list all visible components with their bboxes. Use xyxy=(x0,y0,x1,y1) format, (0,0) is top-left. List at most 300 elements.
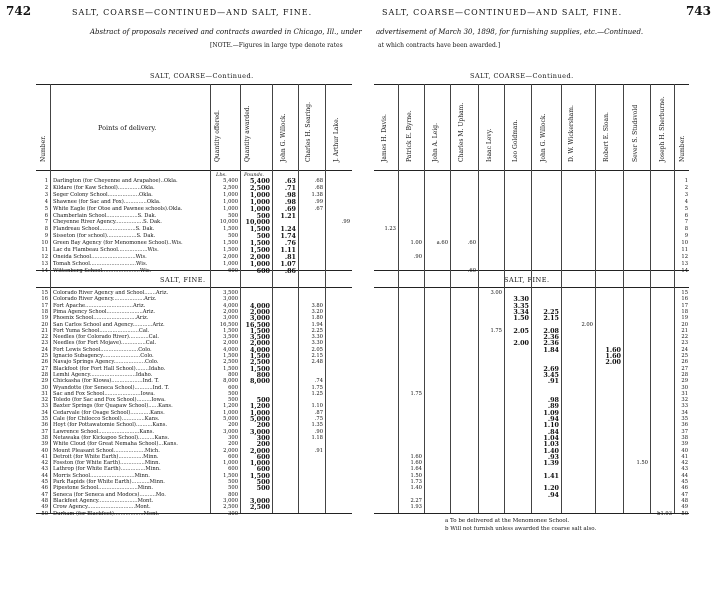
cell-awarded: 5,400 xyxy=(249,178,270,185)
cell-point: Detroit (for White Earth)...............Minn. xyxy=(53,453,159,460)
left-section-fine: SALT, FINE. xyxy=(160,276,206,284)
cell-number-right: 4 xyxy=(684,198,688,205)
cell-offered: 800 xyxy=(228,491,238,498)
cell-awarded: 4,000 xyxy=(249,302,270,310)
cell-byrne: .90 xyxy=(413,253,422,260)
cell-no: 24 xyxy=(41,346,48,353)
cell-no: 26 xyxy=(41,359,48,366)
cell-willock: 1.74 xyxy=(280,233,296,241)
cell-awarded: 5,000 xyxy=(249,416,270,423)
cell-offered: 3,000 xyxy=(223,315,238,322)
cell-point: Hoyt (for Pottawatomie School)..........Kans. xyxy=(53,422,168,429)
cell-goldman: 2.05 xyxy=(513,326,529,335)
cell-point: Tomah School............................Wis. xyxy=(53,260,148,267)
cell-willock_r: 1.09 xyxy=(543,408,559,417)
cell-offered: 600 xyxy=(228,466,238,473)
cell-no: 49 xyxy=(41,504,48,511)
cell-awarded: 600 xyxy=(256,453,270,461)
cell-no: 5 xyxy=(44,205,48,212)
cell-awarded: 800 xyxy=(256,371,270,379)
cell-offered: 300 xyxy=(228,434,238,441)
cell-willock: 1.21 xyxy=(280,212,296,220)
cell-point: Seneca (for Seneca and Modocs)..........Mo. xyxy=(53,491,166,498)
cell-offered: 3,500 xyxy=(223,290,238,296)
cell-searing: .74 xyxy=(314,378,323,385)
cell-number-right: 21 xyxy=(681,327,688,334)
cell-byrne: 1.60 xyxy=(410,453,422,460)
cell-willock: .69 xyxy=(284,205,296,213)
cell-willock_r: 2.36 xyxy=(543,339,559,348)
cell-no: 36 xyxy=(41,422,48,429)
cell-number-right: 31 xyxy=(681,390,688,397)
cell-point: Ignacio Subagency.......................Colo. xyxy=(53,353,154,359)
cell-awarded: 1,000 xyxy=(249,198,270,206)
cell-offered: 800 xyxy=(228,371,238,378)
cell-point: Blackfeet Agency........................Mont. xyxy=(53,497,154,504)
left-col-lake-header: J. Arthur Lake. xyxy=(333,117,340,162)
cell-searing: .68 xyxy=(314,184,323,191)
cell-willock: .76 xyxy=(284,240,296,248)
cell-willock_r: 3.45 xyxy=(543,370,559,379)
cell-searing: 1.18 xyxy=(311,434,323,441)
cell-no: 38 xyxy=(41,434,48,441)
cell-awarded: 3,000 xyxy=(249,428,270,436)
cell-no: 6 xyxy=(44,212,48,219)
cell-point: Oneida School...........................Wis. xyxy=(53,253,147,260)
cell-no: 10 xyxy=(41,240,48,247)
right-section-fine: SALT, FINE. xyxy=(504,276,550,284)
cell-number-right: 32 xyxy=(681,397,688,404)
cell-willock_r: 1.20 xyxy=(543,484,559,493)
cell-awarded: 1,500 xyxy=(249,327,270,335)
left-col-number-header: Number. xyxy=(40,135,47,162)
cell-willock_r: 2.15 xyxy=(543,314,559,323)
cell-offered: 2,000 xyxy=(223,447,238,454)
cell-offered: 8,000 xyxy=(223,378,238,385)
cell-number-right: 25 xyxy=(681,353,688,359)
cell-no: 35 xyxy=(41,416,48,422)
cell-offered: 1,500 xyxy=(223,353,238,359)
cell-awarded: 1,500 xyxy=(249,472,270,480)
cell-willock: .71 xyxy=(284,184,296,192)
cell-no: 3 xyxy=(44,191,48,198)
cell-searing: 3.80 xyxy=(311,302,323,309)
cell-willock: .86 xyxy=(284,267,296,275)
cell-number-right: 12 xyxy=(681,253,688,260)
cell-searing: .67 xyxy=(314,205,323,212)
cell-number-right: 6 xyxy=(684,212,688,219)
cell-number-right: 14 xyxy=(681,267,688,274)
cell-awarded: 3,500 xyxy=(249,334,270,342)
right-page-number: 743 xyxy=(685,4,711,18)
cell-offered: 600 xyxy=(228,384,238,391)
cell-point: Pima Agency School......................Ariz. xyxy=(53,308,156,315)
cell-offered: 300 xyxy=(228,510,238,517)
cell-point: Netawaka (for Kickapoo School)..........Kans. xyxy=(53,434,170,441)
cell-no: 14 xyxy=(41,267,48,274)
cell-awarded: 1,500 xyxy=(249,365,270,373)
cell-offered: 10,000 xyxy=(219,219,238,226)
cell-point: Lathrop (for White Earth)...............Minn. xyxy=(53,466,161,473)
cell-awarded: 500 xyxy=(256,479,270,486)
cell-lake: .99 xyxy=(341,219,350,226)
cell-number-right: 20 xyxy=(681,321,688,328)
cell-awarded: 8,000 xyxy=(249,378,270,386)
cell-byrne: 1.75 xyxy=(410,390,422,397)
cell-stud: 1.50 xyxy=(636,460,648,467)
cell-no: 2 xyxy=(44,184,48,191)
cell-willock_r: .84 xyxy=(547,427,559,436)
cell-no: 19 xyxy=(41,315,48,322)
cell-willock_r: 2.08 xyxy=(543,326,559,335)
cell-byrne: 1.40 xyxy=(410,485,422,492)
cell-number-right: 46 xyxy=(681,485,688,492)
cell-offered: 500 xyxy=(228,479,238,485)
cell-awarded: 1,500 xyxy=(249,247,270,254)
cell-point: Chamberlain School...................S. Dak. xyxy=(53,212,157,219)
cell-point: Cheyenne River Agency.................S. Dak. xyxy=(53,219,162,226)
cell-awarded: 1,000 xyxy=(249,409,270,417)
footnote-a: a To be delivered at the Menomonee School. xyxy=(445,518,570,524)
cell-number-right: 26 xyxy=(681,359,688,366)
cell-searing: 1.35 xyxy=(311,422,323,429)
cell-willock_r: .93 xyxy=(547,452,559,461)
cell-point: Lemhi Agency............................Idaho. xyxy=(53,371,153,378)
cell-willock_r: 2.36 xyxy=(543,333,559,342)
cell-searing: .75 xyxy=(314,416,323,422)
cell-point: White Eagle (for Otoe and Pawnee schools).Okla. xyxy=(53,205,183,212)
cell-willock_r: 2.25 xyxy=(543,307,559,316)
cell-no: 47 xyxy=(41,491,48,498)
cell-willock_r: .94 xyxy=(547,415,559,423)
cell-goldman: 3.30 xyxy=(513,295,529,304)
cell-offered: 1,000 xyxy=(223,409,238,416)
cell-point: Colorado River Agency...................Ariz. xyxy=(53,296,157,303)
left-col-willock-header: John G. Willock. xyxy=(280,113,287,162)
cell-no: 34 xyxy=(41,409,48,416)
cell-offered: 4,000 xyxy=(223,346,238,353)
cell-byrne: 1.73 xyxy=(410,479,422,485)
cell-awarded: 4,000 xyxy=(249,346,270,354)
cell-awarded: 1,200 xyxy=(249,403,270,411)
left-unit-lbs: Lbs. xyxy=(216,172,227,178)
cell-point: Mount Pleasant School...................Mich. xyxy=(53,447,160,454)
left-page-number: 742 xyxy=(6,4,32,18)
cell-number-right: 30 xyxy=(681,384,688,391)
cell-number-right: 2 xyxy=(684,184,688,191)
cell-number-right: 44 xyxy=(681,472,688,479)
cell-point: Cedarvale (for Osage School)............Kans. xyxy=(53,409,165,416)
cell-offered: 600 xyxy=(228,453,238,460)
cell-awarded: 1,000 xyxy=(249,260,270,268)
cell-awarded: 200 xyxy=(256,441,270,449)
cell-no: 31 xyxy=(41,390,48,397)
right-col-byrne-header: Patrick E. Byrne. xyxy=(406,110,413,162)
cell-byrne: 1.00 xyxy=(410,240,422,247)
cell-offered: 2,000 xyxy=(223,308,238,315)
cell-goldman: 3.34 xyxy=(513,307,529,316)
cell-offered: 200 xyxy=(228,422,238,429)
cell-no: 7 xyxy=(44,219,48,226)
left-header-top-rule xyxy=(36,84,352,85)
left-fine-top-rule xyxy=(36,287,352,288)
cell-number-right: 39 xyxy=(681,441,688,448)
cell-willock_r: .89 xyxy=(547,402,559,411)
cell-point: White Cloud (for Great Nemaha School)...Kans. xyxy=(53,441,178,448)
cell-point: Kildare (for Kaw School)..............Okla. xyxy=(53,184,155,191)
cell-number-right: 40 xyxy=(681,447,688,454)
cell-willock: 1.24 xyxy=(280,226,296,234)
cell-number-right: 22 xyxy=(681,334,688,341)
right-abstract-line: advertisement of March 30, 1898, for furnishing supplies, etc.—Continued. xyxy=(376,28,644,36)
cell-awarded: 500 xyxy=(256,397,270,405)
cell-offered: 2,500 xyxy=(223,504,238,511)
cell-searing: .68 xyxy=(314,178,323,184)
cell-point: Crow Agency.............................Mont. xyxy=(53,504,151,511)
cell-point: Phoenix School..........................Ariz. xyxy=(53,315,149,322)
cell-awarded: 200 xyxy=(256,422,270,430)
cell-point: Navajo Springs Agency...................Colo. xyxy=(53,359,159,366)
cell-no: 32 xyxy=(41,397,48,404)
cell-number-right: 9 xyxy=(684,233,688,240)
right-note: at which contracts have been awarded.] xyxy=(378,42,501,49)
cell-willock: .98 xyxy=(284,191,296,199)
cell-offered: 16,500 xyxy=(219,321,238,328)
cell-no: 11 xyxy=(41,247,48,253)
cell-willock_r: .91 xyxy=(547,377,559,386)
right-col-goldman-header: Leo Goldman. xyxy=(512,119,519,162)
cell-point: San Carlos School and Agency............Ariz. xyxy=(53,321,165,328)
cell-willock_r: 1.84 xyxy=(543,345,559,354)
cell-point: Pipestone School........................Minn. xyxy=(53,485,154,492)
left-section-coarse: SALT, COARSE—Continued. xyxy=(150,72,254,80)
cell-awarded: 500 xyxy=(256,485,270,493)
cell-number-right: 16 xyxy=(681,296,688,303)
cell-searing: 1.38 xyxy=(311,191,323,198)
cell-number-right: 49 xyxy=(681,504,688,511)
cell-searing: 2.48 xyxy=(311,359,323,366)
cell-awarded: 300 xyxy=(256,434,270,442)
cell-awarded: 3,000 xyxy=(249,315,270,323)
cell-no: 45 xyxy=(41,479,48,485)
table-row xyxy=(0,268,717,275)
cell-point: Fort Apache.............................Ariz. xyxy=(53,302,146,309)
cell-point: Wyandotte (for Seneca School)...........Ind. T. xyxy=(53,384,170,391)
cell-offered: 500 xyxy=(228,233,238,240)
cell-awarded: 2,000 xyxy=(249,253,270,261)
cell-number-right: 27 xyxy=(681,365,688,372)
cell-awarded: 2,500 xyxy=(249,359,270,367)
cell-awarded: 2,000 xyxy=(249,308,270,316)
right-col-wickersham-header: D. W. Wickersham. xyxy=(568,105,575,162)
cell-point: Shawnee (for Sac and Fox)..............Okla. xyxy=(53,198,161,205)
cell-point: Needles (for Colorado River)............Cal. xyxy=(53,334,160,341)
cell-searing: 2.05 xyxy=(311,346,323,353)
left-col-awarded-header: Quantity awarded. xyxy=(244,105,251,162)
cell-byrne: 1.60 xyxy=(410,460,422,467)
cell-point: Baxter Springs (for Quapaw School)......Kans. xyxy=(53,403,173,410)
cell-point: Chickasha (for Kiowa)...................Ind. T. xyxy=(53,378,159,385)
cell-searing: 3.20 xyxy=(311,308,323,315)
left-col-offered-header: Quantity offered. xyxy=(214,110,221,162)
right-col-upham-header: Charles M. Upham. xyxy=(458,102,465,162)
cell-number-right: 41 xyxy=(681,453,688,460)
cell-offered: 1,500 xyxy=(223,365,238,372)
cell-awarded: 500 xyxy=(256,212,270,220)
cell-number-right: 29 xyxy=(681,378,688,385)
cell-no: 8 xyxy=(44,226,48,233)
cell-offered: 500 xyxy=(228,212,238,219)
cell-searing: 2.25 xyxy=(311,327,323,334)
left-col-points-header: Points of delivery. xyxy=(98,124,157,132)
cell-davis: 1.23 xyxy=(384,226,396,233)
cell-no: 29 xyxy=(41,378,48,385)
cell-awarded: 600 xyxy=(256,267,270,275)
cell-point: Lawrence School.........................Kans. xyxy=(53,428,155,435)
cell-offered: 3,000 xyxy=(223,296,238,303)
cell-willock_r: .94 xyxy=(547,490,559,499)
cell-searing: .91 xyxy=(314,447,323,454)
cell-no: 17 xyxy=(41,302,48,309)
cell-no: 22 xyxy=(41,334,48,341)
cell-no: 27 xyxy=(41,365,48,372)
cell-offered: 1,500 xyxy=(223,247,238,253)
cell-number-right: 45 xyxy=(681,479,688,485)
right-section-coarse: SALT, COARSE—Continued. xyxy=(470,72,574,80)
cell-number-right: 33 xyxy=(681,403,688,410)
cell-point: Seger Colony School...................Okla. xyxy=(53,191,153,198)
cell-number-right: 42 xyxy=(681,460,688,467)
cell-byrne: 1.93 xyxy=(410,504,422,511)
cell-offered: 1,000 xyxy=(223,460,238,467)
cell-number-right: 11 xyxy=(681,247,688,253)
cell-willock: .63 xyxy=(284,178,296,185)
cell-number-right: 23 xyxy=(681,340,688,347)
cell-no: 33 xyxy=(41,403,48,410)
cell-awarded: 2,500 xyxy=(249,184,270,192)
cell-awarded: 1,500 xyxy=(249,226,270,234)
cell-offered: 500 xyxy=(228,397,238,404)
cell-offered: 1,200 xyxy=(223,403,238,410)
cell-willock: .81 xyxy=(284,253,296,261)
cell-willock_r: 1.40 xyxy=(543,446,559,455)
cell-no: 46 xyxy=(41,485,48,492)
cell-awarded: 2,500 xyxy=(249,504,270,512)
cell-point: Park Rapids (for White Earth)...........Minn. xyxy=(53,479,165,485)
cell-offered: 1,500 xyxy=(223,472,238,479)
cell-offered: 2,000 xyxy=(223,253,238,260)
cell-point: Fort Lewis School.......................Colo. xyxy=(53,346,152,353)
cell-number-right: 43 xyxy=(681,466,688,473)
cell-number-right: 13 xyxy=(681,260,688,267)
cell-number-right: 3 xyxy=(684,191,688,198)
cell-awarded: 3,000 xyxy=(249,497,270,505)
cell-offered: 1,000 xyxy=(223,260,238,267)
cell-awarded: 2,000 xyxy=(249,340,270,348)
cell-willock_r: 1.41 xyxy=(543,471,559,480)
cell-no: 44 xyxy=(41,472,48,479)
cell-no: 20 xyxy=(41,321,48,328)
right-col-sherburne-header: Joseph H. Sherburne. xyxy=(659,96,666,162)
cell-number-right: 34 xyxy=(681,409,688,416)
cell-no: 43 xyxy=(41,466,48,473)
cell-awarded: 2,000 xyxy=(249,447,270,455)
cell-willock_r: 1.03 xyxy=(543,440,559,449)
cell-searing: 2.15 xyxy=(311,353,323,359)
cell-number-right: 37 xyxy=(681,428,688,435)
cell-point: Sac and Fox School......................Iowa. xyxy=(53,390,155,397)
right-col-sloan-header: Robert E. Sloan. xyxy=(603,112,610,162)
cell-no: 12 xyxy=(41,253,48,260)
cell-byrne: 1.50 xyxy=(410,472,422,479)
cell-willock_r: 2.69 xyxy=(543,364,559,373)
cell-willock_r: 1.39 xyxy=(543,459,559,468)
cell-no: 39 xyxy=(41,441,48,448)
cell-offered: 3,500 xyxy=(223,334,238,341)
cell-awarded: 1,000 xyxy=(249,460,270,468)
cell-no: 28 xyxy=(41,371,48,378)
cell-awarded: 1,000 xyxy=(249,191,270,199)
cell-point: Blackfoot (for Fort Hall School)........Idaho. xyxy=(53,365,166,372)
cell-point: Cale (for Chilocco School)..............Kans. xyxy=(53,416,160,422)
cell-no: 41 xyxy=(41,453,48,460)
cell-offered: 500 xyxy=(228,485,238,492)
cell-point: Morris School...........................Minn. xyxy=(53,472,150,479)
cell-point: Lac du Flambeau School..................Wis. xyxy=(53,247,159,253)
cell-leig: a.60 xyxy=(436,240,448,247)
cell-no: 16 xyxy=(41,296,48,303)
cell-byrne: 2.27 xyxy=(410,497,422,504)
left-running-head: SALT, COARSE—CONTINUED—AND SALT, FINE. xyxy=(72,8,313,17)
cell-number-right: 36 xyxy=(681,422,688,429)
cell-offered: 2,500 xyxy=(223,359,238,366)
cell-awarded: 600 xyxy=(256,466,270,474)
cell-offered: 1,500 xyxy=(223,226,238,233)
cell-point: Wittenberg School.......................Wis. xyxy=(53,267,152,274)
cell-number-right: 47 xyxy=(681,491,688,498)
right-col-studsvold-header: Sever S. Studsvold xyxy=(632,104,639,162)
cell-searing: .87 xyxy=(314,409,323,416)
cell-point: Fosston (for White Earth)...............Minn. xyxy=(53,460,161,467)
cell-willock_r: 1.04 xyxy=(543,433,559,442)
cell-point: Toledo (for Sac and Fox School).........Iowa. xyxy=(53,397,166,404)
cell-wick: 2.00 xyxy=(581,321,593,328)
cell-no: 42 xyxy=(41,460,48,467)
cell-no: 48 xyxy=(41,497,48,504)
cell-offered: 1,000 xyxy=(223,198,238,205)
cell-offered: 1,000 xyxy=(223,191,238,198)
table-row xyxy=(0,511,717,518)
cell-sloan: 1.60 xyxy=(605,345,621,354)
cell-point: Green Bay Agency (for Menomonee School)..Wis. xyxy=(53,240,183,247)
cell-point: Colorado River Agency and School.......Ariz. xyxy=(53,290,169,296)
left-note: [NOTE.—Figures in large type denote rates xyxy=(210,42,343,49)
cell-sloan: 2.00 xyxy=(605,358,621,367)
cell-byrne: 1.64 xyxy=(410,466,422,473)
cell-number-right: 10 xyxy=(681,240,688,247)
cell-awarded: 1,500 xyxy=(249,353,270,360)
cell-awarded: 16,500 xyxy=(245,321,270,329)
cell-no: 37 xyxy=(41,428,48,435)
cell-number-right: 8 xyxy=(684,226,688,233)
cell-no: 25 xyxy=(41,353,48,359)
cell-point: Durham (for Blackfeet)..................Mont. xyxy=(53,510,160,517)
cell-willock_r: .98 xyxy=(547,396,559,405)
cell-goldman: 1.50 xyxy=(513,314,529,323)
cell-point: Needles (for Fort Mojave)...............Cal. xyxy=(53,340,157,347)
cell-willock_r: 1.10 xyxy=(543,421,559,430)
cell-searing: 1.25 xyxy=(311,390,323,397)
